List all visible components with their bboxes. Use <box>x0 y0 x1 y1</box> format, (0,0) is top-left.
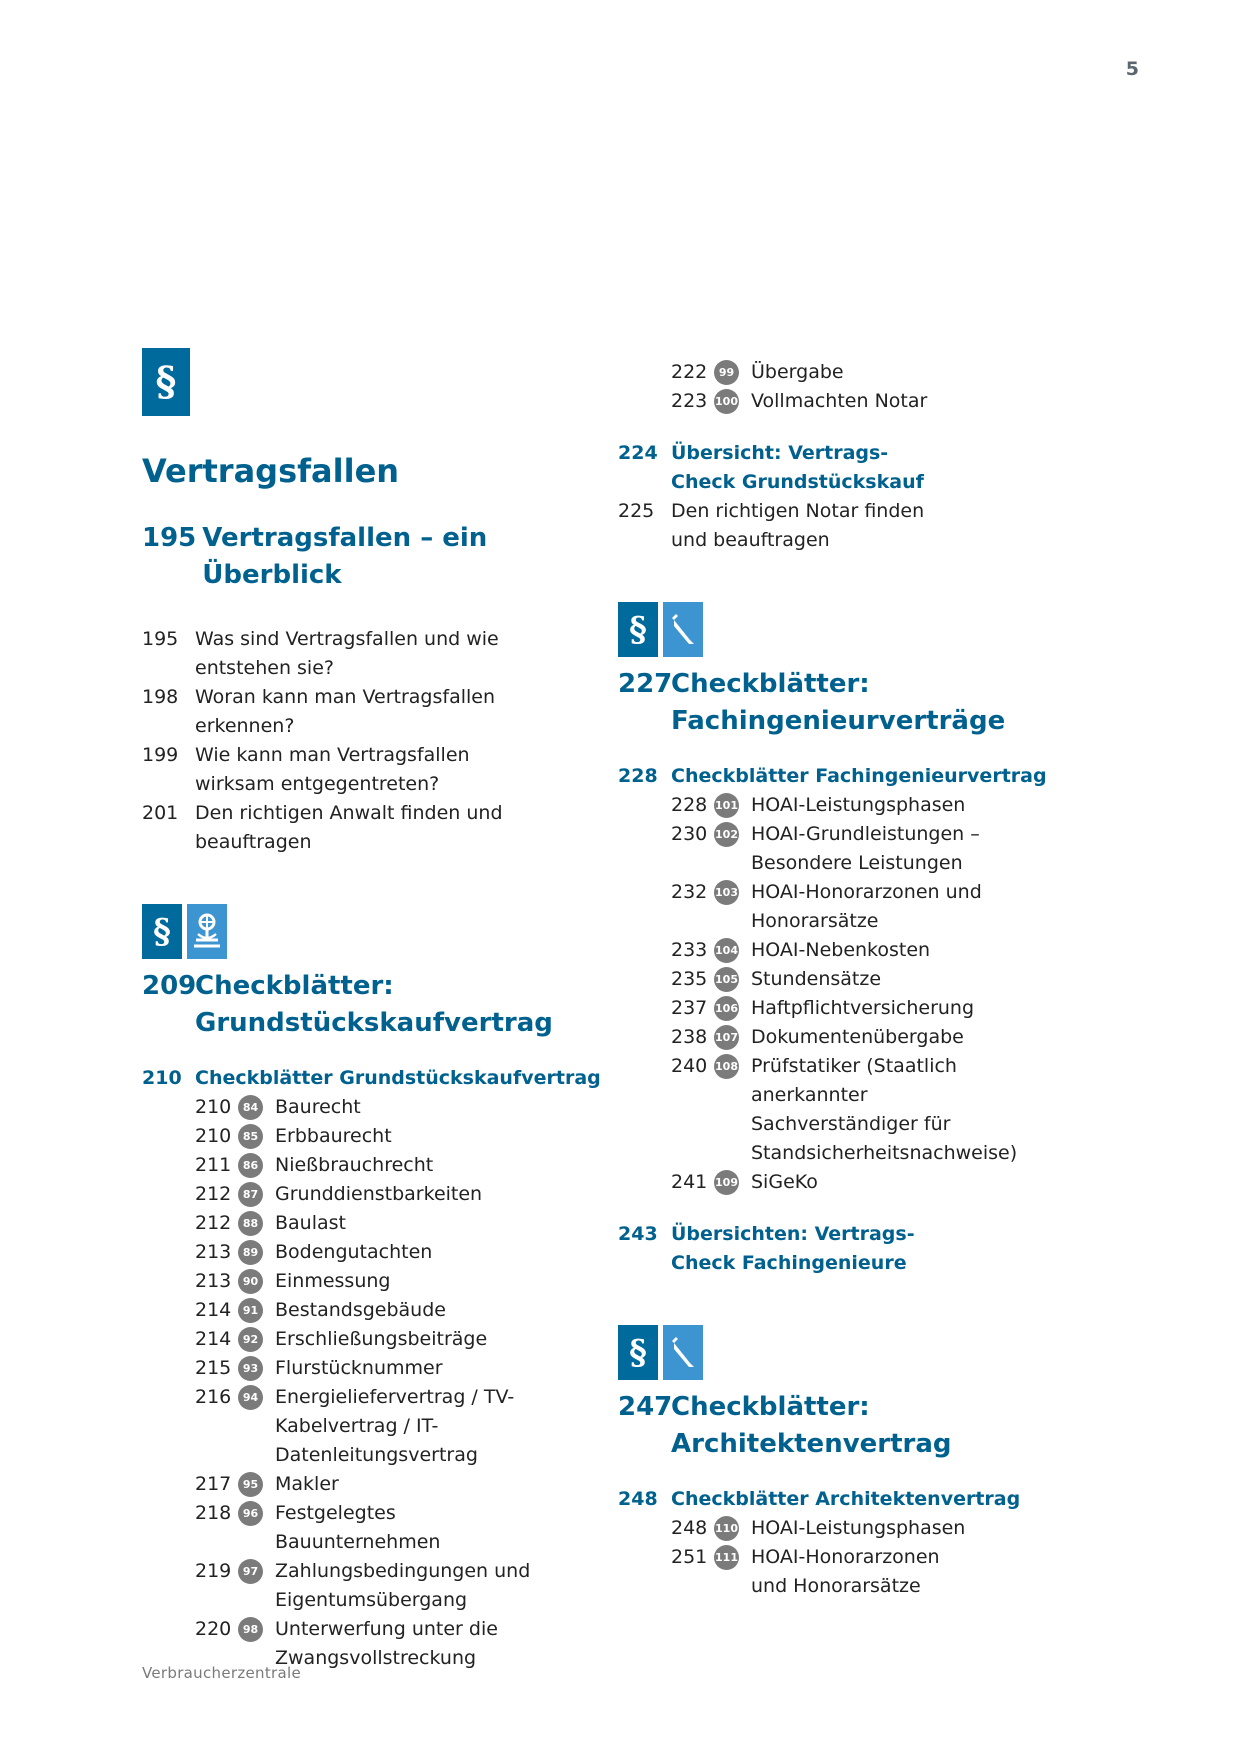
checklist-entry[interactable] <box>142 1470 602 1499</box>
section-210-items <box>142 1093 602 1673</box>
chapter-title-2: Architektenvertrag <box>671 1429 952 1459</box>
entry-page: 240 <box>671 1055 708 1077</box>
checklist-number-badge: 108 <box>714 1054 739 1079</box>
entry-text: Unterwerfung unter die Zwangsvollstreckung <box>275 1618 498 1669</box>
checklist-number-badge: 84 <box>238 1095 263 1120</box>
entry-page: 211 <box>195 1154 232 1176</box>
entry-page: 212 <box>195 1183 232 1205</box>
entry-page: 210 <box>195 1125 232 1147</box>
checklist-number-badge: 89 <box>238 1240 263 1265</box>
entry-page: 241 <box>671 1171 708 1193</box>
entry-text: HOAI-Grundleistungen – Besondere Leistungen <box>751 823 980 874</box>
entry-text: Einmessung <box>275 1270 391 1292</box>
chapter-195-entries <box>142 625 602 857</box>
entry-text: Dokumentenübergabe <box>751 1026 964 1048</box>
section-228-items <box>618 791 1078 1197</box>
entry-text: Prüfstatiker (Staatlich anerkannter Sachverständiger für Standsicherheitsnachweise) <box>751 1055 1018 1164</box>
entry-page: 237 <box>671 997 708 1019</box>
checklist-number-badge: 93 <box>238 1356 263 1381</box>
section-248-items <box>618 1514 1078 1601</box>
checklist-entry[interactable] <box>142 1557 602 1615</box>
chapter-209[interactable] <box>142 968 602 1042</box>
section-228[interactable] <box>618 762 1078 791</box>
entry-text: Woran kann man Vertragsfallen erkennen? <box>195 686 496 737</box>
checklist-number-badge: 98 <box>238 1617 263 1642</box>
entry-page: 214 <box>195 1328 232 1350</box>
entry-page: 215 <box>195 1357 232 1379</box>
checklist-entry[interactable] <box>142 1499 602 1557</box>
entry-page: 251 <box>671 1546 708 1568</box>
checklist-number-badge: 102 <box>714 822 739 847</box>
entry-text: Wie kann man Vertragsfallen wirksam entgegentreten? <box>195 744 470 795</box>
checklist-number-badge: 88 <box>238 1211 263 1236</box>
entry-page: 225 <box>618 500 655 522</box>
chapter-227-icons <box>618 602 1078 657</box>
entry-text: HOAI-Nebenkosten <box>751 939 931 961</box>
checklist-number-badge: 97 <box>238 1559 263 1584</box>
checklist-entry[interactable] <box>142 1093 602 1122</box>
checklist-number-badge: 95 <box>238 1472 263 1497</box>
checklist-entry[interactable] <box>618 791 1078 820</box>
entry-page: 233 <box>671 939 708 961</box>
section-title: Übersicht: Vertrags-Check Grundstückskauf <box>671 442 924 493</box>
entry-text: HOAI-Honorarzonen und Honorarsätze <box>751 881 982 932</box>
chapter-number: 195 <box>142 523 197 553</box>
checklist-entry[interactable] <box>618 994 1078 1023</box>
chapter-title-1: Checkblätter: <box>671 1392 870 1422</box>
chapter-209-icons <box>142 904 602 959</box>
checklist-entry[interactable] <box>618 1052 1078 1168</box>
checklist-entry[interactable] <box>618 820 1078 878</box>
toc-entry[interactable] <box>142 799 602 857</box>
checklist-number-badge: 87 <box>238 1182 263 1207</box>
entry-page: 210 <box>195 1096 232 1118</box>
chapter-title-1: Checkblätter: <box>195 971 394 1001</box>
chapter-247[interactable] <box>618 1389 1078 1463</box>
checklist-entry[interactable] <box>142 1383 602 1470</box>
entry-page: 213 <box>195 1270 232 1292</box>
entry-text: Haftpflichtversicherung <box>751 997 975 1019</box>
page-number: 5 <box>1125 58 1139 80</box>
checklist-number-badge: 86 <box>238 1153 263 1178</box>
checklist-number-badge: 109 <box>714 1170 739 1195</box>
section-210[interactable] <box>142 1064 602 1093</box>
chapter-247-icons <box>618 1325 1078 1380</box>
entry-page: 220 <box>195 1618 232 1640</box>
section-title: Übersichten: Vertrags-Check Fachingenieure <box>671 1223 915 1274</box>
paragraph-icon: § <box>142 904 182 959</box>
entry-text: Bestandsgebäude <box>275 1299 446 1321</box>
pencil-icon <box>663 602 703 657</box>
section-number: 228 <box>618 765 658 787</box>
entry-text: Grunddienstbarkeiten <box>275 1183 483 1205</box>
checklist-number-badge: 94 <box>238 1385 263 1410</box>
section-title: Checkblätter Architektenvertrag <box>671 1488 1021 1510</box>
entry-page: 213 <box>195 1241 232 1263</box>
chapter-number: 209 <box>142 971 197 1001</box>
entry-text: Baulast <box>275 1212 346 1234</box>
checklist-number-badge: 90 <box>238 1269 263 1294</box>
chapter-number: 227 <box>618 669 673 699</box>
entry-page: 201 <box>142 802 179 824</box>
entry-text: Flurstücknummer <box>275 1357 443 1379</box>
entry-text: Makler <box>275 1473 339 1495</box>
footer-publisher: Verbraucherzentrale <box>142 1664 301 1682</box>
section-title: Checkblätter Grundstückskaufvertrag <box>195 1067 601 1089</box>
chapter-title-1: Checkblätter: <box>671 669 870 699</box>
checklist-entry[interactable] <box>142 1238 602 1267</box>
toc-entry[interactable] <box>142 741 602 799</box>
checklist-entry[interactable] <box>618 1168 1078 1197</box>
paragraph-icon: § <box>142 348 190 416</box>
chapter-227[interactable] <box>618 666 1078 740</box>
house-icon <box>187 904 227 959</box>
pencil-icon <box>663 1325 703 1380</box>
checklist-entry[interactable] <box>618 965 1078 994</box>
entry-text: Den richtigen Notar finden und beauftragen <box>671 500 925 551</box>
paragraph-icon: § <box>618 1325 658 1380</box>
entry-text: Nießbrauchrecht <box>275 1154 434 1176</box>
entry-text: Erschließungsbeiträge <box>275 1328 488 1350</box>
chapter-195[interactable] <box>142 520 602 594</box>
checklist-entry[interactable] <box>142 1180 602 1209</box>
chapter-title-2: Fachingenieurverträge <box>671 706 1006 736</box>
entry-page: 217 <box>195 1473 232 1495</box>
entry-text: Energieliefervertrag / TV-Kabelvertrag / IT-Datenleitungsvertrag <box>275 1386 515 1466</box>
entry-page: 228 <box>671 794 708 816</box>
part-title: Vertragsfallen <box>142 452 400 490</box>
section-title: Checkblätter Fachingenieurvertrag <box>671 765 1047 787</box>
entry-page: 199 <box>142 744 179 766</box>
entry-text: HOAI-Leistungsphasen <box>751 1517 966 1539</box>
chapter-title: Vertragsfallen – ein Überblick <box>202 523 488 590</box>
entry-text: Erbbaurecht <box>275 1125 392 1147</box>
checklist-number-badge: 110 <box>714 1516 739 1541</box>
section-number: 248 <box>618 1488 658 1510</box>
section-248[interactable] <box>618 1485 1078 1514</box>
entry-text: Zahlungsbedingungen und Eigentumsübergang <box>275 1560 531 1611</box>
entry-page: 248 <box>671 1517 708 1539</box>
paragraph-icon: § <box>618 602 658 657</box>
checklist-number-badge: 104 <box>714 938 739 963</box>
section-number: 243 <box>618 1223 658 1245</box>
checklist-entry[interactable] <box>618 358 1078 387</box>
entry-page: 230 <box>671 823 708 845</box>
entry-225[interactable] <box>618 497 1078 555</box>
toc-entry[interactable] <box>142 625 602 683</box>
checklist-number-badge: 92 <box>238 1327 263 1352</box>
entry-page: 214 <box>195 1299 232 1321</box>
checklist-entry[interactable] <box>142 1296 602 1325</box>
entry-page: 222 <box>671 361 708 383</box>
checklist-entry[interactable] <box>618 1543 1078 1601</box>
entry-page: 198 <box>142 686 179 708</box>
checklist-entry[interactable] <box>142 1209 602 1238</box>
entry-text: HOAI-Honorarzonen und Honorarsätze <box>751 1546 940 1597</box>
checklist-entry[interactable] <box>618 1514 1078 1543</box>
entry-page: 212 <box>195 1212 232 1234</box>
checklist-entry[interactable] <box>142 1354 602 1383</box>
entry-text: SiGeKo <box>751 1171 818 1193</box>
checklist-number-badge: 107 <box>714 1025 739 1050</box>
checklist-number-badge: 91 <box>238 1298 263 1323</box>
checklist-entry[interactable] <box>618 387 1078 416</box>
checklist-entry[interactable] <box>142 1151 602 1180</box>
checklist-number-badge: 111 <box>714 1545 739 1570</box>
checklist-number-badge: 85 <box>238 1124 263 1149</box>
section-number: 210 <box>142 1067 182 1089</box>
entry-text: Übergabe <box>751 361 844 383</box>
checklist-entry[interactable] <box>142 1325 602 1354</box>
entry-page: 219 <box>195 1560 232 1582</box>
checklist-entry[interactable] <box>142 1267 602 1296</box>
chapter-number: 247 <box>618 1392 673 1422</box>
checklist-number-badge: 99 <box>714 360 739 385</box>
entry-text: Baurecht <box>275 1096 361 1118</box>
chapter-title-2: Grundstückskaufvertrag <box>195 1008 553 1038</box>
entry-text: Bodengutachten <box>275 1241 433 1263</box>
entry-text: Was sind Vertragsfallen und wie entstehen sie? <box>195 628 499 679</box>
checklist-entry[interactable] <box>618 1023 1078 1052</box>
left-column <box>142 0 602 1673</box>
entry-page: 195 <box>142 628 179 650</box>
entry-page: 235 <box>671 968 708 990</box>
checklist-entry[interactable] <box>618 936 1078 965</box>
checklist-number-badge: 101 <box>714 793 739 818</box>
entry-text: Stundensätze <box>751 968 882 990</box>
checklist-number-badge: 103 <box>714 880 739 905</box>
checklist-number-badge: 105 <box>714 967 739 992</box>
section-number: 224 <box>618 442 658 464</box>
entry-text: Vollmachten Notar <box>751 390 928 412</box>
section-243[interactable] <box>618 1220 1078 1278</box>
checklist-number-badge: 96 <box>238 1501 263 1526</box>
entry-text: HOAI-Leistungsphasen <box>751 794 966 816</box>
entry-page: 223 <box>671 390 708 412</box>
checklist-number-badge: 106 <box>714 996 739 1021</box>
part-icons <box>142 348 602 416</box>
entry-page: 238 <box>671 1026 708 1048</box>
checklist-entry[interactable] <box>142 1122 602 1151</box>
toc-entry[interactable] <box>142 683 602 741</box>
entry-page: 216 <box>195 1386 232 1408</box>
right-column <box>618 0 1078 1601</box>
entry-page: 232 <box>671 881 708 903</box>
checklist-number-badge: 100 <box>714 389 739 414</box>
entry-page: 218 <box>195 1502 232 1524</box>
section-210-items-cont <box>618 358 1078 416</box>
entry-text: Festgelegtes Bauunternehmen <box>275 1502 441 1553</box>
entry-text: Den richtigen Anwalt finden und beauftragen <box>195 802 503 853</box>
section-224[interactable] <box>618 439 1078 497</box>
checklist-entry[interactable] <box>618 878 1078 936</box>
